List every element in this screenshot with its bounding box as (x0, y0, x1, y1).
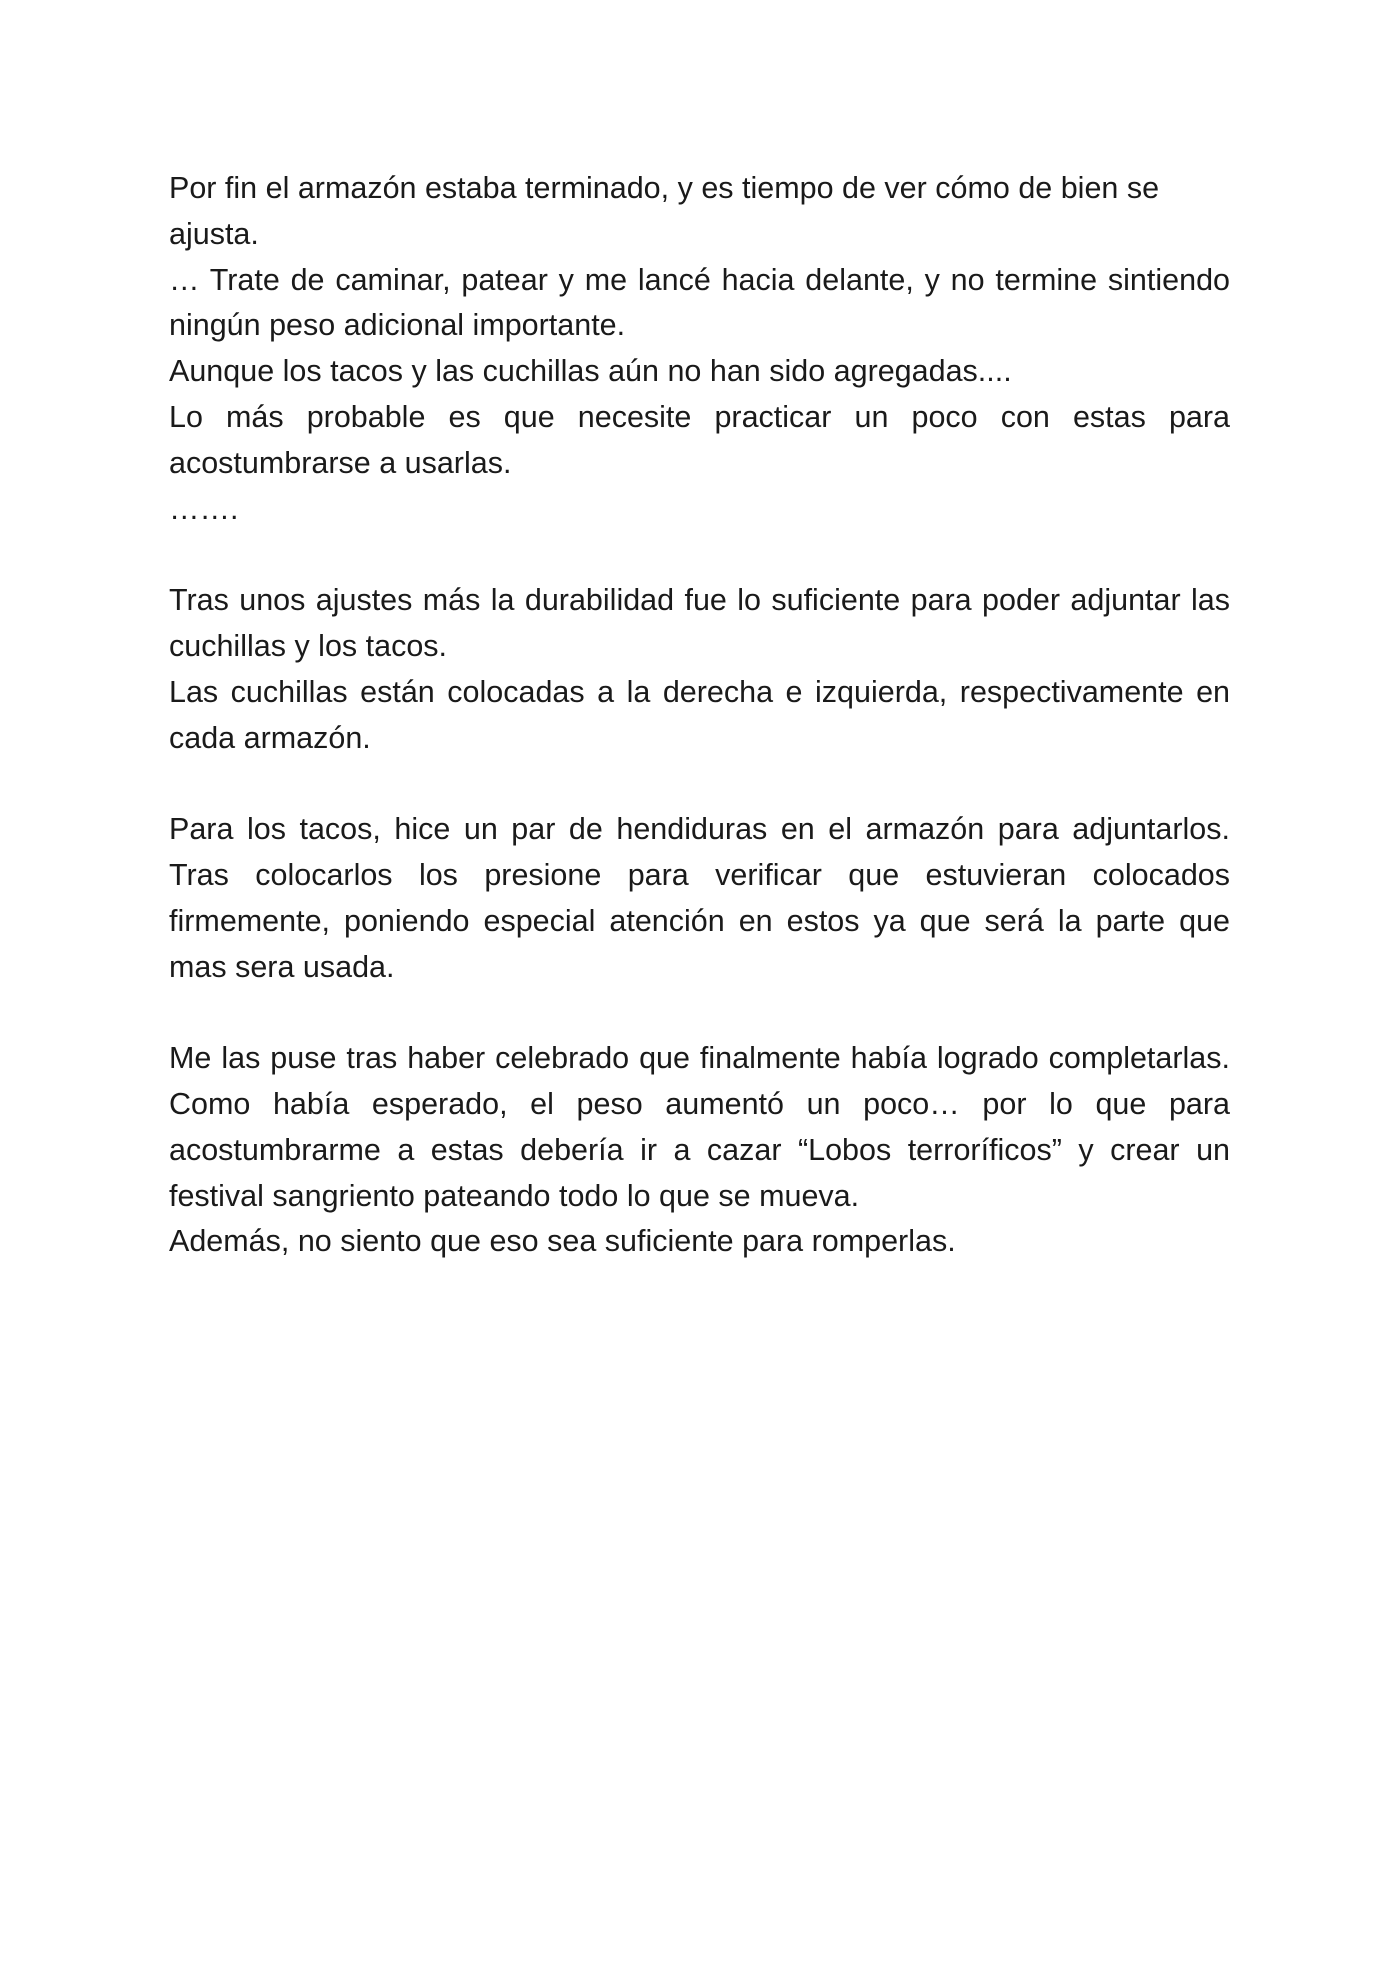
paragraph-2: … Trate de caminar, patear y me lancé hacia delante, y no termine sintiendo ningún peso adicional importante. (169, 262, 1230, 343)
paragraph-3: Aunque los tacos y las cuchillas aún no han sido agregadas.... (169, 354, 1012, 389)
paragraph-4: Lo más probable es que necesite practicar un poco con estas para acostumbrarse a usarlas. (169, 399, 1230, 480)
document-body (169, 166, 1230, 1265)
paragraph-spacer (169, 761, 1230, 807)
paragraph-8: Me las puse tras haber celebrado que finalmente había logrado completarlas. Como había esperado, el peso aumentó un poco… por lo que para acostumbrarme a estas debería ir a cazar “Lobos terroríficos” y crear un festival sangriento pateando todo lo que se mueva. (169, 1041, 1230, 1213)
paragraph-5: Tras unos ajustes más la durabilidad fue lo suficiente para poder adjuntar las cuchillas y los tacos. (169, 583, 1230, 663)
paragraph-9: Además, no siento que eso sea suficiente para romperlas. (169, 1224, 956, 1259)
paragraph-spacer (169, 532, 1230, 578)
paragraph-7: Para los tacos, hice un par de hendiduras en el armazón para adjuntarlos. Tras colocarlos los presione para verificar que estuvieran colocados firmemente, poniendo especial atención en estos ya que será la parte que mas sera usada. (169, 812, 1230, 984)
paragraph-6: Las cuchillas están colocadas a la derecha e izquierda, respectivamente en cada armazón. (169, 674, 1230, 755)
paragraph-spacer (169, 990, 1230, 1036)
ellipsis-line: ……. (169, 491, 239, 526)
paragraph-1: Por fin el armazón estaba terminado, y es tiempo de ver cómo de bien se ajusta. (169, 171, 1160, 251)
